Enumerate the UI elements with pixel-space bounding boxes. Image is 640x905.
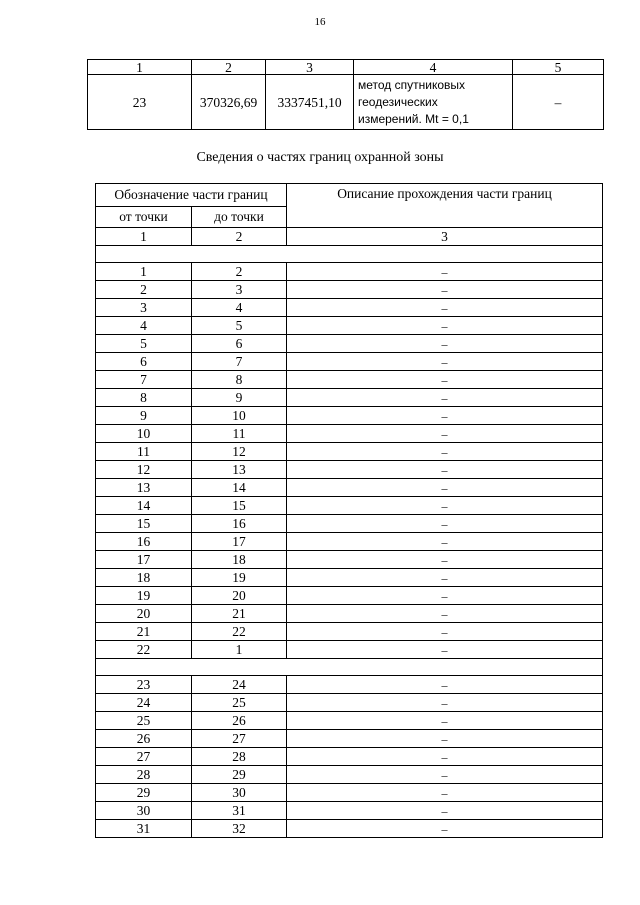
- description-cell: –: [287, 317, 603, 335]
- description-cell: –: [287, 587, 603, 605]
- description-cell: –: [287, 748, 603, 766]
- from-point-cell: 21: [96, 623, 192, 641]
- table-row: [96, 515, 603, 533]
- to-point-cell: 27: [192, 730, 287, 748]
- to-point-cell: 4: [192, 299, 287, 317]
- to-point-cell: 24: [192, 676, 287, 694]
- table-row: [96, 820, 603, 838]
- table-row: [96, 299, 603, 317]
- table-row: [96, 263, 603, 281]
- to-point-cell: 19: [192, 569, 287, 587]
- to-point-cell: 3: [192, 281, 287, 299]
- coordinate-x: 370326,69: [192, 75, 266, 130]
- table-row: [96, 443, 603, 461]
- table-row: [96, 281, 603, 299]
- description-cell: –: [287, 569, 603, 587]
- group-separator-row: [96, 246, 603, 263]
- method-description: [354, 75, 513, 130]
- table-row: [96, 569, 603, 587]
- table-row: [96, 802, 603, 820]
- to-point-cell: 11: [192, 425, 287, 443]
- from-point-cell: 28: [96, 766, 192, 784]
- coordinates-row: [88, 75, 604, 130]
- table-row: [96, 784, 603, 802]
- to-point-cell: 30: [192, 784, 287, 802]
- from-point-cell: 6: [96, 353, 192, 371]
- from-point-cell: 11: [96, 443, 192, 461]
- to-point-cell: 32: [192, 820, 287, 838]
- boundary-parts-table: [95, 183, 603, 838]
- to-point-cell: 6: [192, 335, 287, 353]
- to-point-cell: 20: [192, 587, 287, 605]
- from-point-cell: 29: [96, 784, 192, 802]
- header-cell: 2: [192, 60, 266, 75]
- from-point-cell: 3: [96, 299, 192, 317]
- table-row: [96, 766, 603, 784]
- description-cell: –: [287, 425, 603, 443]
- description-cell: –: [287, 335, 603, 353]
- to-point-cell: 25: [192, 694, 287, 712]
- table-row: [96, 461, 603, 479]
- table-row: [96, 551, 603, 569]
- table-row: [96, 335, 603, 353]
- table-row: [96, 676, 603, 694]
- designation-header: Обозначение части границ: [96, 184, 287, 207]
- description-cell: –: [287, 497, 603, 515]
- table-row: [96, 497, 603, 515]
- header-cell: 4: [354, 60, 513, 75]
- table-row: [96, 389, 603, 407]
- table-row: [96, 425, 603, 443]
- description-cell: –: [287, 694, 603, 712]
- description-cell: –: [287, 389, 603, 407]
- description-cell: –: [287, 353, 603, 371]
- from-point-cell: 8: [96, 389, 192, 407]
- description-cell: –: [287, 820, 603, 838]
- table-row: [96, 730, 603, 748]
- to-point-cell: 22: [192, 623, 287, 641]
- table-row: [96, 641, 603, 659]
- to-point-cell: 10: [192, 407, 287, 425]
- group-separator-row: [96, 659, 603, 676]
- description-cell: –: [287, 263, 603, 281]
- from-point-cell: 15: [96, 515, 192, 533]
- table-row: [96, 712, 603, 730]
- from-point-cell: 14: [96, 497, 192, 515]
- description-header: Описание прохождения части границ: [287, 184, 603, 228]
- description-cell: –: [287, 605, 603, 623]
- table-row: [96, 533, 603, 551]
- description-cell: –: [287, 641, 603, 659]
- from-point-cell: 23: [96, 676, 192, 694]
- table-row: [96, 317, 603, 335]
- description-cell: –: [287, 730, 603, 748]
- description-cell: –: [287, 515, 603, 533]
- from-point-cell: 31: [96, 820, 192, 838]
- to-point-cell: 17: [192, 533, 287, 551]
- from-point-cell: 1: [96, 263, 192, 281]
- from-point-cell: 20: [96, 605, 192, 623]
- description-cell: –: [287, 281, 603, 299]
- to-point-cell: 29: [192, 766, 287, 784]
- method-line: метод спутниковых: [358, 77, 466, 92]
- table-row: [96, 694, 603, 712]
- from-point-cell: 17: [96, 551, 192, 569]
- table-row: [96, 748, 603, 766]
- table-row: [96, 353, 603, 371]
- from-point-cell: 10: [96, 425, 192, 443]
- description-cell: –: [287, 533, 603, 551]
- header-cell: 5: [513, 60, 604, 75]
- from-point-cell: 30: [96, 802, 192, 820]
- description-cell: –: [287, 712, 603, 730]
- from-point-cell: 4: [96, 317, 192, 335]
- description-cell: –: [287, 299, 603, 317]
- column-number: 1: [96, 228, 192, 246]
- from-point-cell: 16: [96, 533, 192, 551]
- description-cell: –: [287, 784, 603, 802]
- from-point-header: от точки: [96, 207, 192, 228]
- column-number: 3: [287, 228, 603, 246]
- from-point-cell: 25: [96, 712, 192, 730]
- description-cell: –: [287, 371, 603, 389]
- from-point-cell: 2: [96, 281, 192, 299]
- header-cell: 3: [266, 60, 354, 75]
- to-point-cell: 31: [192, 802, 287, 820]
- description-cell: –: [287, 551, 603, 569]
- description-cell: –: [287, 407, 603, 425]
- to-point-cell: 12: [192, 443, 287, 461]
- to-point-cell: 18: [192, 551, 287, 569]
- from-point-cell: 13: [96, 479, 192, 497]
- to-point-cell: 1: [192, 641, 287, 659]
- to-point-cell: 14: [192, 479, 287, 497]
- description-cell: –: [287, 802, 603, 820]
- column-number: 2: [192, 228, 287, 246]
- to-point-header: до точки: [192, 207, 287, 228]
- to-point-cell: 16: [192, 515, 287, 533]
- method-line: геодезических: [358, 94, 438, 109]
- description-cell: –: [287, 443, 603, 461]
- coordinate-y: 3337451,10: [266, 75, 354, 130]
- table-row: [96, 587, 603, 605]
- description-cell: –: [287, 623, 603, 641]
- coordinates-header-row: [88, 60, 604, 75]
- to-point-cell: 21: [192, 605, 287, 623]
- to-point-cell: 13: [192, 461, 287, 479]
- header-row: [96, 184, 603, 207]
- to-point-cell: 7: [192, 353, 287, 371]
- header-cell: 1: [88, 60, 192, 75]
- from-point-cell: 5: [96, 335, 192, 353]
- to-point-cell: 28: [192, 748, 287, 766]
- from-point-cell: 18: [96, 569, 192, 587]
- to-point-cell: 8: [192, 371, 287, 389]
- from-point-cell: 26: [96, 730, 192, 748]
- from-point-cell: 24: [96, 694, 192, 712]
- description-cell: –: [287, 479, 603, 497]
- from-point-cell: 7: [96, 371, 192, 389]
- to-point-cell: 5: [192, 317, 287, 335]
- to-point-cell: 9: [192, 389, 287, 407]
- method-line: измерений. Mt = 0,1: [358, 111, 469, 126]
- point-number: 23: [88, 75, 192, 130]
- section-title: Сведения о частях границ охранной зоны: [196, 150, 444, 165]
- to-point-cell: 15: [192, 497, 287, 515]
- table-row: [96, 479, 603, 497]
- table-row: [96, 623, 603, 641]
- from-point-cell: 12: [96, 461, 192, 479]
- coordinates-table: [87, 59, 604, 130]
- from-point-cell: 19: [96, 587, 192, 605]
- from-point-cell: 22: [96, 641, 192, 659]
- table-row: [96, 371, 603, 389]
- separator-cell: [96, 659, 603, 676]
- description-cell: –: [287, 461, 603, 479]
- table-row: [96, 605, 603, 623]
- separator-cell: [96, 246, 603, 263]
- description-cell: –: [287, 676, 603, 694]
- to-point-cell: 2: [192, 263, 287, 281]
- column-numbers-row: [96, 228, 603, 246]
- from-point-cell: 27: [96, 748, 192, 766]
- page-number: 16: [314, 16, 326, 28]
- from-point-cell: 9: [96, 407, 192, 425]
- to-point-cell: 26: [192, 712, 287, 730]
- note-cell: –: [513, 75, 604, 130]
- table-row: [96, 407, 603, 425]
- description-cell: –: [287, 766, 603, 784]
